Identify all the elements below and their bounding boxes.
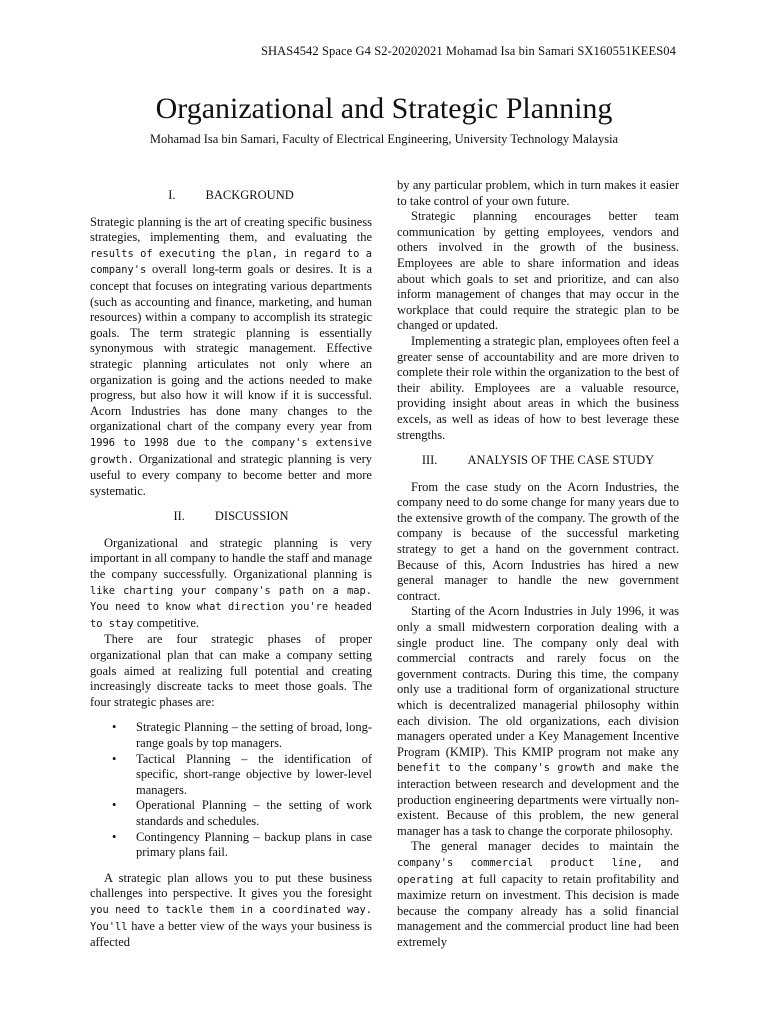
paragraph: A strategic plan allows you to put these business challenges into perspective. It gives you the foresight you need to tackle them in a coordinated way. You'll have a better view of the ways your business is affected: [90, 870, 372, 950]
section-heading-analysis: [397, 453, 679, 469]
page-title: Organizational and Strategic Planning: [155, 92, 613, 125]
paragraph: From the case study on the Acorn Industries, the company need to do some change for many years due to the extensive growth of the company. The growth of the company is because of the successful marketing strategy to get a hand on the government contract. Because of this, Acorn Industries has hired a new general manager to handle the new government contract.: [397, 479, 679, 603]
paragraph: Strategic planning is the art of creating specific business strategies, implementing them, and evaluating the results of executing the plan, in regard to a company's overall long-term goals or desires. It is a concept that focuses on integrating various departments (such as accounting and finance, marketing, and human resources) within a company to accomplish its strategic goals. The term strategic planning is essentially synonymous with strategic management. Effective strategic planning articulates not only where an organization is going and the actions needed to make progress, but also how it will know if it is successful. Acorn Industries has done many changes to the organizational chart of the company every year from 1996 to 1998 due to the company's extensive growth. Organizational and strategic planning is very useful to every company to become better and more systematic.: [90, 214, 372, 498]
list-item: • Operational Planning – the setting of work standards and schedules.: [136, 798, 372, 829]
author-line: Mohamad Isa bin Samari, Faculty of Electrical Engineering, University Technology Malaysia: [149, 132, 619, 146]
paragraph: Strategic planning encourages better team communication by getting employees, vendors and others involved in the growth of the business. Employees are able to share information and ideas about which goals to set and prioritize, and can also inform management of changes that may occur in the workplace that could require the strategic plan to be changed or updated.: [397, 209, 679, 333]
section-title: ANALYSIS OF THE CASE STUDY: [467, 453, 655, 468]
paragraph: Starting of the Acorn Industries in July 1996, it was only a small midwestern corporation dealing with a single product line. The company only deal with commercial contracts and rarely focus on the government contracts. During this time, the company only use a traditional form of organizational structure which is decentralized managerial philosophy within each division. The old organizations, each division managers operated under a Key Management Incentive Program (KMIP). This KMIP program not make any benefit to the company's growth and make the interaction between research and development and the production engineering departments were virtually non-existent. Because of this problem, the new general manager has a task to change the corporate philosophy.: [397, 604, 679, 838]
paragraph: Organizational and strategic planning is very important in all company to handle the staff and manage the company successfully. Organizational planning is like charting your company's path on a map. You need to know what direction you're headed to stay competitive.: [90, 535, 372, 630]
paragraph: There are four strategic phases of proper organizational plan that can make a company setting goals aimed at realizing full potential and creating increasingly discreate tacks to meet those goals. The four strategic phases are:: [90, 632, 372, 709]
section-number: III.: [421, 453, 438, 468]
phases-list: [90, 720, 372, 860]
running-header: SHAS4542 Space G4 S2-20202021 Mohamad Isa bin Samari SX160551KEES04: [260, 44, 676, 58]
section-number: I.: [168, 188, 176, 202]
section-number: II.: [173, 509, 185, 524]
section-title: DISCUSSION: [214, 509, 289, 524]
list-item: • Contingency Planning – backup plans in case primary plans fail.: [136, 830, 372, 861]
left-column: [90, 178, 372, 951]
list-item: • Tactical Planning – the identification of specific, short-range objective by lower-level managers.: [136, 752, 372, 799]
right-column: [397, 178, 679, 951]
section-heading-discussion: [90, 509, 372, 525]
section-title: BACKGROUND: [205, 188, 294, 202]
paragraph-continued: by any particular problem, which in turn makes it easier to take control of your own future.: [397, 178, 679, 208]
paragraph: The general manager decides to maintain the company's commercial product line, and operating at full capacity to retain profitability and maximize return on investment. This decision is made because the company already has a solid financial management and the commercial product line had been extremely: [397, 839, 679, 949]
paragraph: Implementing a strategic plan, employees often feel a greater sense of accountability and are more driven to complete their role within the organization to the best of their ability. Employees are a valuable resource, providing insight about areas in which the business excels, as well as ideas of how to best leverage these strengths.: [397, 333, 679, 442]
list-item: • Strategic Planning – the setting of broad, long-range goals by top managers.: [136, 720, 372, 751]
section-heading-background: [90, 188, 372, 204]
